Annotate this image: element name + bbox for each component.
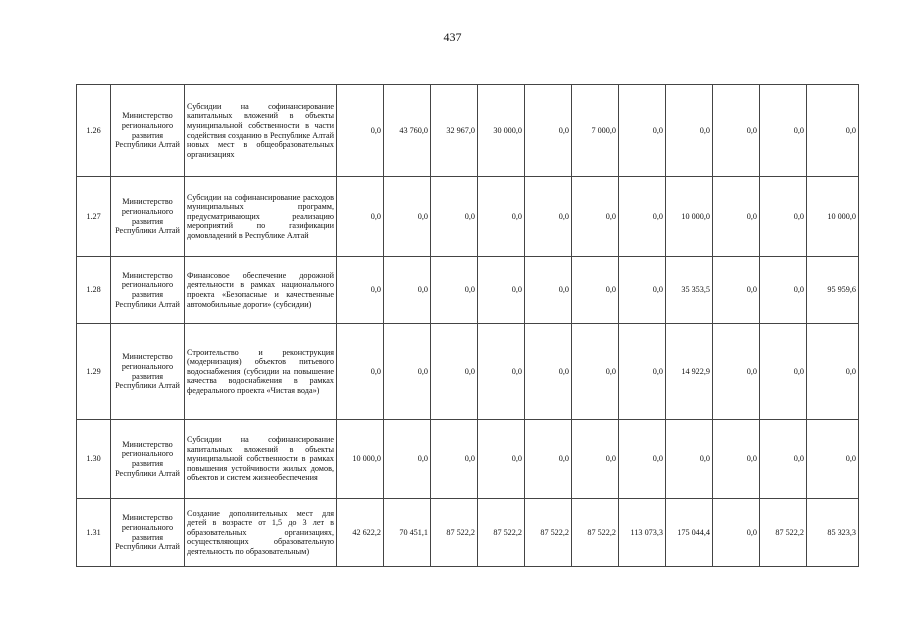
row-value: 0,0 [619,420,666,499]
row-value: 0,0 [478,420,525,499]
row-value: 0,0 [666,85,713,177]
row-value: 0,0 [760,324,807,420]
row-value: 0,0 [713,499,760,567]
row-value: 0,0 [525,85,572,177]
row-value: 0,0 [713,85,760,177]
row-value: 0,0 [525,324,572,420]
row-value: 87 522,2 [760,499,807,567]
row-organization: Министерство регионального развития Республики Алтай [111,420,185,499]
row-description: Субсидии на софинансирование капитальных вложений в объекты муниципальной собственности в рамках повышения устойчивости жилых домов, объектов и систем жизнеобеспечения [185,420,337,499]
row-number: 1.31 [77,499,111,567]
table-row [77,499,859,567]
row-description: Строительство и реконструкция (модернизация) объектов питьевого водоснабжения (субсидии на повышение качества водоснабжения в рамках федерального проекта «Чистая вода») [185,324,337,420]
row-value: 0,0 [713,257,760,324]
row-value: 0,0 [572,257,619,324]
row-description: Финансовое обеспечение дорожной деятельности в рамках национального проекта «Безопасные и качественные автомобильные дороги» (субсидии) [185,257,337,324]
row-organization: Министерство регионального развития Республики Алтай [111,85,185,177]
row-value: 0,0 [478,324,525,420]
row-value: 35 353,5 [666,257,713,324]
row-value: 0,0 [619,177,666,257]
row-organization: Министерство регионального развития Республики Алтай [111,257,185,324]
row-value: 10 000,0 [666,177,713,257]
row-value: 0,0 [337,85,384,177]
row-value: 87 522,2 [525,499,572,567]
row-value: 0,0 [525,420,572,499]
row-value: 87 522,2 [431,499,478,567]
page-number: 437 [443,30,462,44]
row-number: 1.26 [77,85,111,177]
row-value: 0,0 [713,420,760,499]
row-value: 0,0 [619,85,666,177]
row-value: 7 000,0 [572,85,619,177]
table-row [77,324,859,420]
row-value: 0,0 [478,257,525,324]
row-value: 70 451,1 [384,499,431,567]
row-value: 32 967,0 [431,85,478,177]
row-number: 1.28 [77,257,111,324]
row-value: 0,0 [572,177,619,257]
row-value: 95 959,6 [807,257,859,324]
row-value: 87 522,2 [478,499,525,567]
row-value: 113 073,3 [619,499,666,567]
row-value: 0,0 [760,85,807,177]
row-value: 0,0 [384,420,431,499]
row-description: Субсидии на софинансирование капитальных вложений в объекты муниципальной собственности в части содействия созданию в Республике Алтай новых мест в общеобразовательных организациях [185,85,337,177]
row-number: 1.30 [77,420,111,499]
row-value: 0,0 [384,177,431,257]
row-value: 10 000,0 [337,420,384,499]
budget-table [76,84,859,567]
row-value: 175 044,4 [666,499,713,567]
row-value: 0,0 [384,324,431,420]
row-value: 0,0 [431,420,478,499]
row-value: 0,0 [619,257,666,324]
row-value: 0,0 [713,177,760,257]
row-value: 0,0 [525,177,572,257]
row-value: 0,0 [431,324,478,420]
row-value: 0,0 [572,324,619,420]
row-value: 10 000,0 [807,177,859,257]
row-value: 0,0 [666,420,713,499]
row-value: 42 622,2 [337,499,384,567]
row-value: 14 922,9 [666,324,713,420]
row-value: 0,0 [760,177,807,257]
row-value: 0,0 [384,257,431,324]
row-value: 0,0 [760,420,807,499]
table-row [77,420,859,499]
table-row [77,257,859,324]
row-value: 0,0 [337,177,384,257]
row-value: 0,0 [431,177,478,257]
row-value: 0,0 [431,257,478,324]
row-value: 85 323,3 [807,499,859,567]
row-value: 0,0 [619,324,666,420]
row-value: 0,0 [337,324,384,420]
row-value: 0,0 [713,324,760,420]
row-value: 0,0 [807,420,859,499]
row-value: 0,0 [760,257,807,324]
row-value: 30 000,0 [478,85,525,177]
table-body [77,85,859,567]
table-row [77,85,859,177]
row-value: 0,0 [337,257,384,324]
row-value: 0,0 [807,324,859,420]
row-organization: Министерство регионального развития Республики Алтай [111,499,185,567]
row-description: Субсидии на софинансирование расходов муниципальных программ, предусматривающих реализацию мероприятий по газификации домовладений в Республике Алтай [185,177,337,257]
row-value: 87 522,2 [572,499,619,567]
row-value: 0,0 [572,420,619,499]
row-value: 0,0 [807,85,859,177]
row-organization: Министерство регионального развития Республики Алтай [111,177,185,257]
row-value: 0,0 [525,257,572,324]
row-description: Создание дополнительных мест для детей в возрасте от 1,5 до 3 лет в образовательных организациях, осуществляющих образовательную деятельность по образовательным) [185,499,337,567]
row-value: 0,0 [478,177,525,257]
row-number: 1.29 [77,324,111,420]
table-row [77,177,859,257]
row-number: 1.27 [77,177,111,257]
row-organization: Министерство регионального развития Республики Алтай [111,324,185,420]
row-value: 43 760,0 [384,85,431,177]
